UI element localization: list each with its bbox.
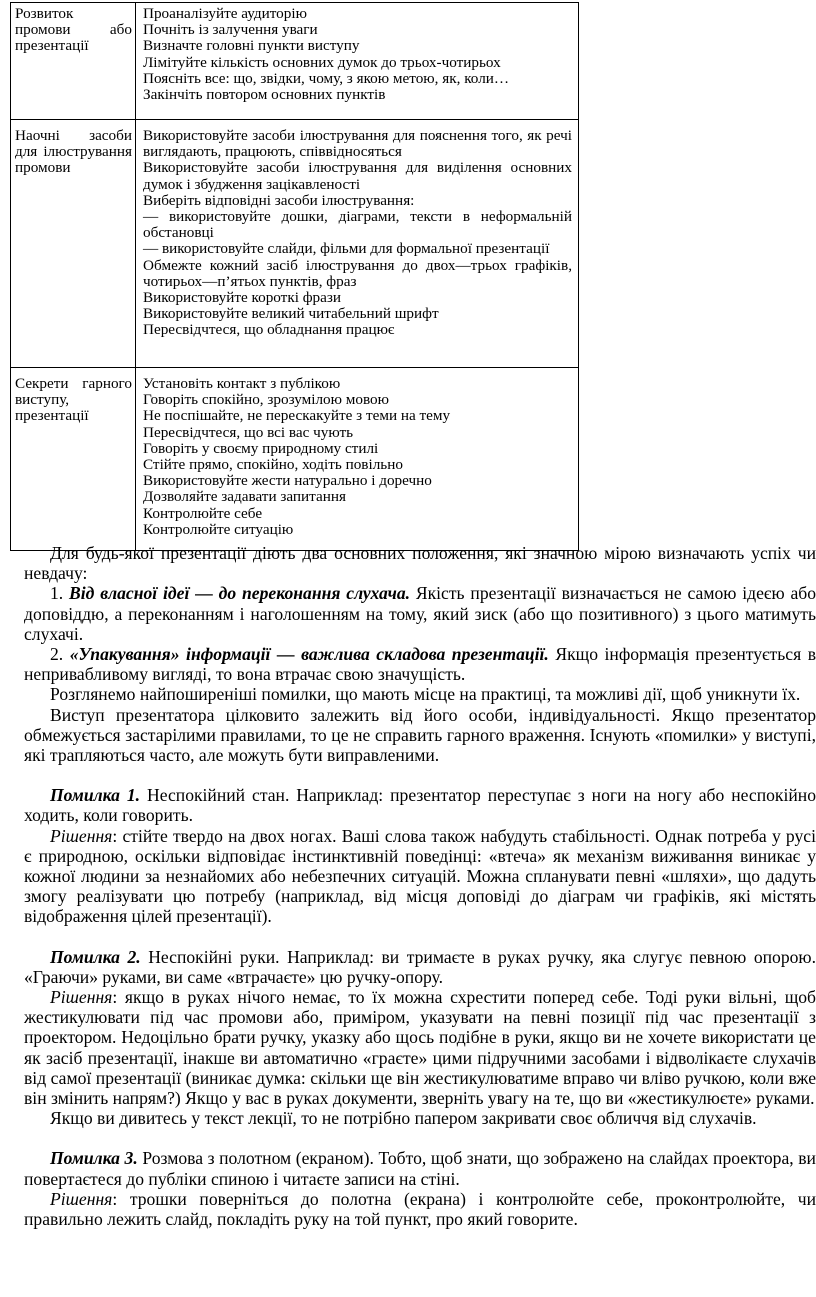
error-3 xyxy=(24,1148,816,1188)
list-item: Пересвідчтеся, що обладнання працює xyxy=(143,321,395,339)
list-item: Використовуйте короткі фрази xyxy=(143,289,342,307)
list-item: Використовуйте жести натурально і доречно xyxy=(143,472,432,490)
error-2 xyxy=(24,947,816,987)
solution-1 xyxy=(24,826,816,927)
solution-text: : трошки поверніться до полотна (екрана) і контролюйте себе, проконтролюйте, чи правильно лежить слайд, покладіть руку на той пункт, про який говорите. xyxy=(24,1188,816,1230)
solution-text: : стійте твердо на двох ногах. Ваші слова також набудуть стабільності. Однак потреба у русі є природною, оскільки відповідає інстинктивній поведінці: «втеча» як механізм виживання виникає у кожної людини за незнайомих або небезпечних ситуацій. Можна спланувати певні «шляхи», що дадуть змогу реалізувати цю потребу (наприклад, від місця доповіді до діаграм чи графіків, які містять відображення цілей презентації). xyxy=(24,825,816,927)
list-item: Обмежте кожний засіб ілюстрування до двох—трьох графіків, чотирьох—п’ятьох пунктів, фраз xyxy=(143,256,572,290)
list-item: Поясніть все: що, звідки, чому, з якою метою, як, коли… xyxy=(143,69,510,87)
error-text: Неспокійні руки. Наприклад: ви тримаєте в руках ручку, яка слугує певною опорою. «Граючи» руками, ви саме «втрачаєте» цю ручку-опору. xyxy=(24,946,816,987)
intro-paragraph: Для будь-якої презентації діють два основних положення, які значною мірою визначають успіх чи невдачу: xyxy=(24,543,816,584)
presentation-tips-table xyxy=(10,2,579,551)
list-item: Використовуйте засоби ілюстрування для виділення основних думок і збудження зацікавленості xyxy=(143,159,572,193)
list-item: Контролюйте себе xyxy=(143,504,263,522)
error-text: Неспокійний стан. Наприклад: презентатор переступає з ноги на ногу або неспокійно ходить, коли говорить. xyxy=(24,785,816,826)
list-item: Говоріть спокійно, зрозумілою мовою xyxy=(143,391,389,409)
error-label: Помилка 3. xyxy=(50,1148,138,1169)
list-item: Лімітуйте кількість основних думок до трьох-чотирьох xyxy=(143,53,501,71)
principle-1 xyxy=(24,583,816,644)
principle-2 xyxy=(24,644,816,684)
list-item: Використовуйте великий читабельний шрифт xyxy=(143,305,439,323)
list-item: Дозволяйте задавати запитання xyxy=(143,488,346,506)
list-item: — використовуйте дошки, діаграми, тексти в неформальній обстановці xyxy=(143,208,572,242)
list-item: — використовуйте слайди, фільми для формальної презентації xyxy=(143,240,550,258)
row-items xyxy=(136,3,579,120)
row-category xyxy=(11,3,136,120)
row-category xyxy=(11,368,136,551)
list-item: Установіть контакт з публікою xyxy=(143,375,341,392)
solution-3 xyxy=(24,1189,816,1229)
principle-text: Якщо інформація презентується в непривабливому вигляді, то вона втрачає свою значущість. xyxy=(24,644,816,685)
principle-heading: «Упакування» інформації — важлива складова презентації. xyxy=(69,644,549,665)
category-text: Секрети гарного виступу, презентації xyxy=(15,375,132,425)
list-item: Визначте головні пункти виступу xyxy=(143,37,360,55)
principle-number: 2. xyxy=(50,644,70,665)
solution-label: Рішення xyxy=(50,1188,113,1209)
solution-2 xyxy=(24,987,816,1108)
error-1 xyxy=(24,785,816,825)
list-item: Почніть із залучення уваги xyxy=(143,21,318,39)
paragraph: Розглянемо найпоширеніші помилки, що мають місце на практиці, та можливі дії, щоб уникнути їх. xyxy=(50,684,801,705)
list-item: Не поспішайте, не перескакуйте з теми на тему xyxy=(143,407,451,425)
error-text: Розмова з полотном (екраном). Тобто, щоб знати, що зображено на слайдах проектора, ви повертаєтеся до публіки спиною і читаєте записи на стіні. xyxy=(24,1148,816,1189)
category-text: Розвиток промови або презентації xyxy=(15,5,132,55)
table-row xyxy=(11,120,579,368)
list-item: Пересвідчтеся, що всі вас чують xyxy=(143,423,354,441)
list-item: Стійте прямо, спокійно, ходіть повільно xyxy=(143,456,403,474)
body-text xyxy=(24,543,816,1229)
error-label: Помилка 2. xyxy=(50,946,141,967)
table-row xyxy=(11,368,579,551)
list-item: Говоріть у своєму природному стилі xyxy=(143,439,379,457)
table-row xyxy=(11,3,579,120)
principle-number: 1. xyxy=(50,583,70,604)
row-category xyxy=(11,120,136,368)
list-item: Закінчіть повтором основних пунктів xyxy=(143,86,386,104)
error-label: Помилка 1. xyxy=(50,785,141,806)
category-text: Наочні засоби для ілюстрування промови xyxy=(15,127,132,177)
paragraph: Виступ презентатора цілковито залежить від його особи, індивідуальності. Якщо презентатор обмежується застарілими правилами, то це не справить гарного враження. Існують «помилки» у виступі, які трапляються часто, але можуть бути виправленими. xyxy=(24,704,816,766)
list-item: Використовуйте засоби ілюстрування для пояснення того, як речі виглядають, працюють, співвідносяться xyxy=(143,127,572,161)
list-item: Проаналізуйте аудиторію xyxy=(143,5,307,22)
principle-text: Якість презентації визначається не самою ідеєю або доповіддю, а переконанням і наголошенням на тому, який зиск (або що позитивного) з цього матимуть слухачі. xyxy=(24,583,816,644)
solution-label: Рішення xyxy=(50,987,113,1008)
principle-heading: Від власної ідеї — до переконання слухача. xyxy=(69,583,411,604)
solution-text: : якщо в руках нічого немає, то їх можна схрестити поперед себе. Тоді руки вільні, щоб жестикулювати під час промови або, приміром, указувати на певні позиції під час презентації з проектором. Недоцільно брати ручку, указку або щось подібне в руки, якщо ви не хочете використати це як засіб презентації, інакше ви автоматично «граєте» цими підручними засобами і відволікаєте слухачів від самої презентації (виникає думка: скільки ще він жестикулюватиме вправо чи вліво ручкою, коли вже він змінить напрям?) Якщо у вас в руках документи, зверніть увагу на те, що ви «жестикулюєте» руками. xyxy=(24,987,816,1109)
list-item: Виберіть відповідні засоби ілюстрування: xyxy=(143,191,415,209)
row-items xyxy=(136,368,579,551)
paragraph: Якщо ви дивитесь у текст лекції, то не потрібно папером закривати своє обличчя від слухачів. xyxy=(50,1108,757,1129)
row-items xyxy=(136,120,579,368)
solution-label: Рішення xyxy=(50,825,113,846)
list-item: Контролюйте ситуацію xyxy=(143,520,294,538)
